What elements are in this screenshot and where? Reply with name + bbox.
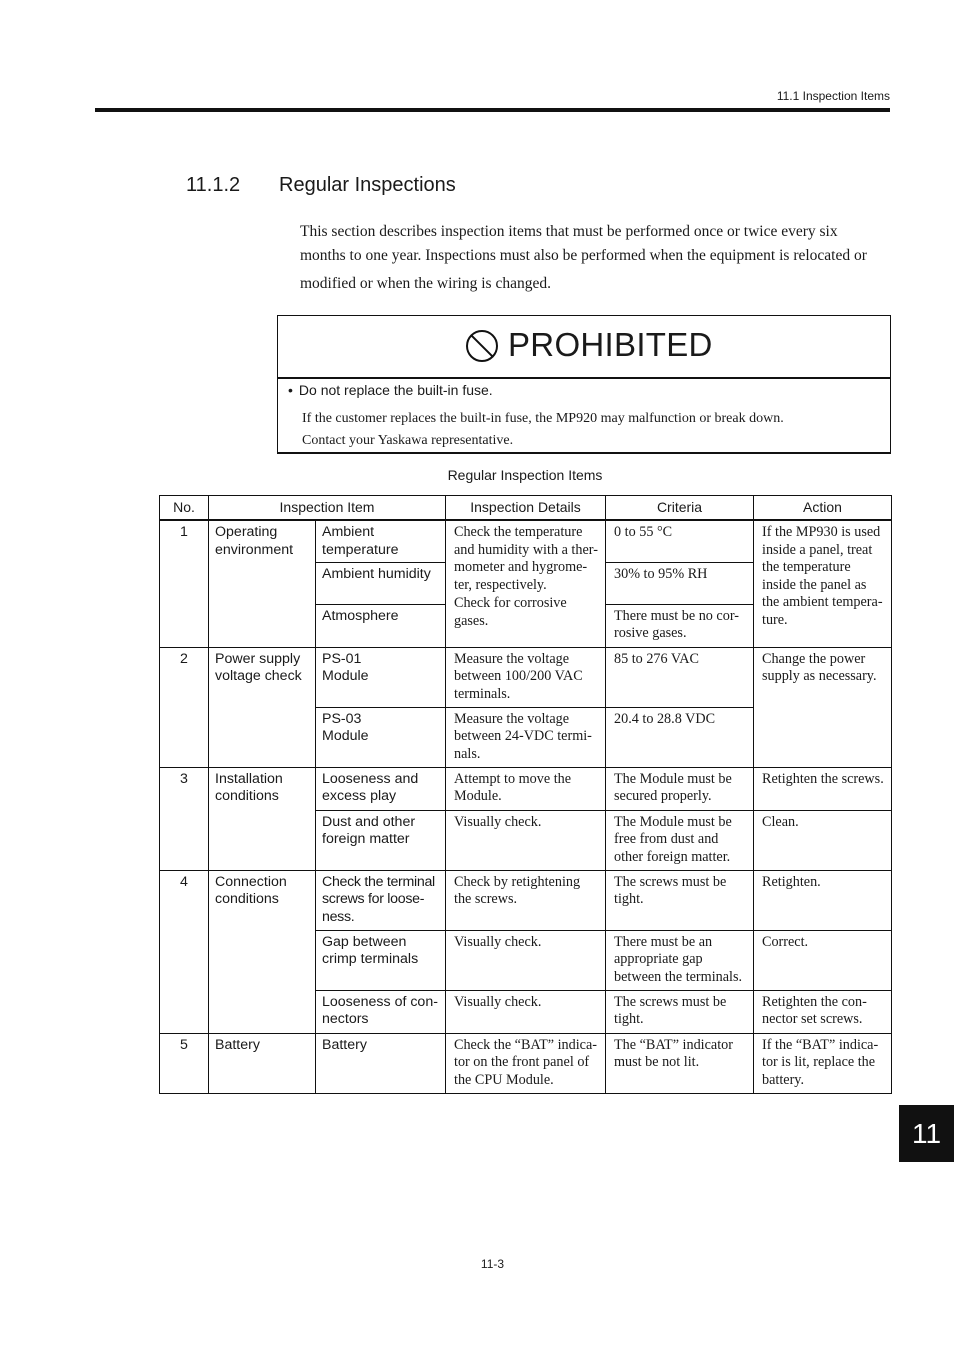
inspection-item: Installation conditions — [209, 767, 316, 870]
inspection-details — [446, 520, 606, 647]
row-number: 5 — [160, 1033, 209, 1093]
inspection-item: Operating environment — [209, 520, 316, 647]
bullet-icon: • — [288, 382, 293, 398]
action: Correct. — [754, 930, 892, 990]
criteria: The screws must be tight. — [606, 990, 754, 1033]
prohibited-text-line: If the customer replaces the built-in fuse, the MP920 may malfunction or break down. — [302, 411, 784, 426]
inspection-subitem: Ambient temperature — [316, 520, 446, 562]
row-number: 2 — [160, 647, 209, 767]
inspection-details: Attempt to move the Module. — [446, 767, 606, 810]
intro-paragraph — [300, 220, 892, 296]
action: Clean. — [754, 810, 892, 870]
inspection-item: Connection conditions — [209, 870, 316, 1033]
criteria: There must be an appropriate gap between the terminals. — [606, 930, 754, 990]
table-caption: Regular Inspection Items — [447, 467, 603, 483]
action: Change the power supply as necessary. — [754, 647, 892, 767]
subitem-line: Module — [322, 668, 369, 684]
section-title: Regular Inspections — [279, 174, 456, 196]
prohibited-bullet-item — [288, 382, 493, 398]
inspection-details: Visually check. — [446, 990, 606, 1033]
criteria: 0 to 55 °C — [606, 520, 754, 562]
criteria: The screws must be tight. — [606, 870, 754, 930]
inspection-subitem: Check the terminal screws for loose-ness. — [316, 870, 446, 930]
table-header-row — [160, 496, 892, 521]
criteria: There must be no cor-rosive gases. — [606, 604, 754, 647]
inspection-subitem: Battery — [316, 1033, 446, 1093]
inspection-details: Check by retightening the screws. — [446, 870, 606, 930]
subitem-line: PS-01 — [322, 650, 362, 667]
action: Retighten. — [754, 870, 892, 930]
subitem-line: PS-03 — [322, 710, 362, 727]
prohibited-text-line: Contact your Yaskawa representative. — [302, 433, 514, 448]
header-rule — [95, 108, 890, 112]
criteria: The “BAT” indicator must be not lit. — [606, 1033, 754, 1093]
inspection-item: Power supply voltage check — [209, 647, 316, 767]
running-head: 11.1 Inspection Items — [776, 89, 890, 103]
inspection-details: Measure the voltage between 100/200 VAC terminals. — [446, 647, 606, 707]
row-number: 4 — [160, 870, 209, 1033]
page-number: 11-3 — [480, 1257, 505, 1271]
header-inspection-details: Inspection Details — [446, 496, 606, 521]
row-number: 3 — [160, 767, 209, 870]
inspection-subitem — [316, 647, 446, 707]
prohibited-circle-icon — [465, 329, 499, 363]
intro-line: This section describes inspection items that must be performed once or twice every six — [300, 223, 838, 240]
criteria: The Module must be secured properly. — [606, 767, 754, 810]
header-inspection-item: Inspection Item — [209, 496, 446, 521]
criteria: 85 to 276 VAC — [606, 647, 754, 707]
intro-line: months to one year. Inspections must also be performed when the equipment is relocated or — [300, 247, 867, 264]
prohibited-notice — [277, 315, 891, 454]
inspection-details: Measure the voltage between 24-VDC termi-nals. — [446, 707, 606, 767]
inspection-subitem: Ambient humidity — [316, 562, 446, 604]
prohibited-header — [278, 316, 890, 379]
chapter-tab: 11 — [899, 1105, 954, 1162]
table-row — [160, 647, 892, 707]
action: Retighten the screws. — [754, 767, 892, 810]
inspection-subitem: Dust and other foreign matter — [316, 810, 446, 870]
inspection-subitem — [316, 707, 446, 767]
action: If the “BAT” indica-tor is lit, replace the battery. — [754, 1033, 892, 1093]
action: Retighten the con-nector set screws. — [754, 990, 892, 1033]
header-no: No. — [160, 496, 209, 521]
subitem-line: Module — [322, 728, 369, 744]
inspection-subitem: Gap between crimp terminals — [316, 930, 446, 990]
table-row — [160, 520, 892, 562]
table-row — [160, 767, 892, 810]
inspection-details: Visually check. — [446, 930, 606, 990]
header-criteria: Criteria — [606, 496, 754, 521]
intro-line: modified or when the wiring is changed. — [300, 275, 551, 292]
prohibited-label: PROHIBITED — [508, 326, 713, 363]
prohibited-bullet-text: Do not replace the built-in fuse. — [298, 382, 493, 398]
inspection-table — [159, 495, 892, 1094]
details-text: Check for corrosive gases. — [454, 595, 567, 629]
prohibited-explanation — [302, 408, 784, 452]
criteria: 20.4 to 28.8 VDC — [606, 707, 754, 767]
table-row — [160, 1033, 892, 1093]
inspection-subitem: Looseness of con-nectors — [316, 990, 446, 1033]
row-number: 1 — [160, 520, 209, 647]
criteria: 30% to 95% RH — [606, 562, 754, 604]
inspection-details: Check the “BAT” indica-tor on the front panel of the CPU Module. — [446, 1033, 606, 1093]
criteria: The Module must be free from dust and other foreign matter. — [606, 810, 754, 870]
details-text: Check the temperature and humidity with a ther-mometer and hygrome-ter, respectively. — [454, 524, 598, 593]
section-number: 11.1.2 — [186, 174, 241, 196]
inspection-details: Visually check. — [446, 810, 606, 870]
inspection-item: Battery — [209, 1033, 316, 1093]
header-action: Action — [754, 496, 892, 521]
table-row — [160, 870, 892, 930]
action: If the MP930 is used inside a panel, treat the temperature inside the panel as the ambient tempera-ture. — [754, 520, 892, 647]
inspection-subitem: Looseness and excess play — [316, 767, 446, 810]
inspection-subitem: Atmosphere — [316, 604, 446, 647]
